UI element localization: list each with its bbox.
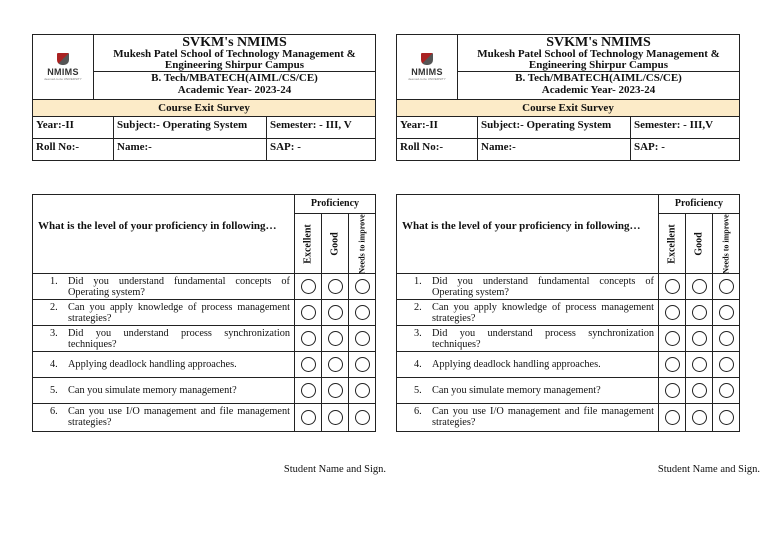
question-text: Applying deadlock handling approaches. [432,359,601,370]
radio-good[interactable] [692,331,707,346]
institution-block [458,35,739,99]
radio-excellent[interactable] [665,305,680,320]
academic-year: Academic Year- 2023-24 [541,84,656,96]
radio-excellent[interactable] [301,410,316,425]
subject-field: Subject:- Operating System [114,117,267,138]
student-sign-label: Student Name and Sign. [283,464,386,475]
question-row: 2. Can you apply knowledge of process management strategies? [33,300,375,326]
question-text: Did you understand process synchronization techniques? [68,328,290,350]
question-row: 4. Applying deadlock handling approaches. [397,352,739,378]
proficiency-table [396,194,740,432]
radio-needs-to-improve[interactable] [719,305,734,320]
radio-good[interactable] [692,410,707,425]
radio-excellent[interactable] [665,357,680,372]
radio-needs-to-improve[interactable] [355,305,370,320]
survey-form-right [396,34,760,475]
semester-field: Semester: - III,V [634,119,714,131]
survey-title: Course Exit Survey [397,99,739,116]
radio-good[interactable] [328,383,343,398]
question-row: 5. Can you simulate memory management? [33,378,375,404]
radio-excellent[interactable] [665,331,680,346]
radio-excellent[interactable] [665,410,680,425]
radio-good[interactable] [692,305,707,320]
school-line2: Engineering Shirpur Campus [164,59,305,71]
radio-good[interactable] [692,383,707,398]
question-text: Can you simulate memory management? [68,385,237,396]
radio-excellent[interactable] [301,279,316,294]
radio-good[interactable] [328,279,343,294]
question-row: 1. Did you understand fundamental concepts of Operating system? [33,274,375,300]
form-header [396,34,740,161]
question-text: Can you simulate memory management? [432,385,601,396]
subject-field: Subject:- Operating System [478,117,631,138]
question-text: Can you apply knowledge of process management strategies? [68,302,290,324]
radio-good[interactable] [328,331,343,346]
question-text: Did you understand process synchronization techniques? [432,328,654,350]
survey-form-left [32,34,386,475]
info-row-2 [397,138,739,160]
institution-block [94,35,375,99]
question-text: Can you use I/O management and file management strategies? [432,406,654,428]
sap-field[interactable]: SAP: - [270,141,301,153]
col-excellent: Excellent [302,223,314,264]
radio-needs-to-improve[interactable] [355,279,370,294]
radio-excellent[interactable] [665,383,680,398]
radio-needs-to-improve[interactable] [355,410,370,425]
radio-needs-to-improve[interactable] [719,357,734,372]
radio-excellent[interactable] [301,357,316,372]
col-good: Good [329,231,341,256]
col-excellent: Excellent [666,223,678,264]
question-row: 6. Can you use I/O management and file management strategies? [397,404,739,431]
form-header [32,34,376,161]
shield-icon [57,53,69,65]
radio-good[interactable] [328,357,343,372]
question-text: Did you understand fundamental concepts of Operating system? [432,276,654,298]
col-needs-to-improve: Needs to improve [357,214,367,273]
org-name: SVKM's NMIMS [182,35,287,50]
program: B. Tech/MBATECH(AIML/CS/CE) [94,71,375,84]
question-row: 2. Can you apply knowledge of process management strategies? [397,300,739,326]
year-field[interactable]: Year:-II [33,117,114,138]
radio-good[interactable] [328,410,343,425]
info-row-2 [33,138,375,160]
school-line1: Mukesh Patel School of Technology Management & [113,48,356,60]
shield-icon [421,53,433,65]
radio-needs-to-improve[interactable] [355,331,370,346]
col-needs-to-improve: Needs to improve [721,214,731,273]
radio-excellent[interactable] [301,305,316,320]
roll-no-field[interactable]: Roll No:- [397,139,478,160]
question-text: Applying deadlock handling approaches. [68,359,237,370]
question-text: Can you apply knowledge of process management strategies? [432,302,654,324]
name-field[interactable]: Name:- [478,139,631,160]
proficiency-title: Proficiency [295,195,375,214]
radio-needs-to-improve[interactable] [355,383,370,398]
student-sign-label: Student Name and Sign. [657,464,760,475]
proficiency-table [32,194,376,432]
question-row: 3. Did you understand process synchronization techniques? [33,326,375,352]
radio-needs-to-improve[interactable] [719,383,734,398]
question-header: What is the level of your proficiency in following… [33,195,295,273]
info-row-1 [397,116,739,138]
col-good: Good [693,231,705,256]
nmims-logo: NMIMS deemed-to-be UNIVERSITY [33,35,94,99]
question-row: 4. Applying deadlock handling approaches. [33,352,375,378]
school-line1: Mukesh Patel School of Technology Management & [477,48,720,60]
question-row: 1. Did you understand fundamental concepts of Operating system? [397,274,739,300]
sap-field[interactable]: SAP: - [634,141,665,153]
name-field[interactable]: Name:- [114,139,267,160]
question-text: Can you use I/O management and file management strategies? [68,406,290,428]
question-text: Did you understand fundamental concepts of Operating system? [68,276,290,298]
question-header: What is the level of your proficiency in following… [397,195,659,273]
question-row: 5. Can you simulate memory management? [397,378,739,404]
year-field[interactable]: Year:-II [397,117,478,138]
semester-field: Semester: - III, V [270,119,352,131]
program: B. Tech/MBATECH(AIML/CS/CE) [458,71,739,84]
radio-needs-to-improve[interactable] [719,331,734,346]
radio-good[interactable] [328,305,343,320]
roll-no-field[interactable]: Roll No:- [33,139,114,160]
org-name: SVKM's NMIMS [546,35,651,50]
radio-needs-to-improve[interactable] [719,279,734,294]
radio-good[interactable] [692,357,707,372]
question-row: 6. Can you use I/O management and file management strategies? [33,404,375,431]
academic-year: Academic Year- 2023-24 [177,84,292,96]
question-row: 3. Did you understand process synchronization techniques? [397,326,739,352]
nmims-logo: NMIMS deemed-to-be UNIVERSITY [397,35,458,99]
proficiency-title: Proficiency [659,195,739,214]
radio-needs-to-improve[interactable] [719,410,734,425]
school-line2: Engineering Shirpur Campus [528,59,669,71]
info-row-1 [33,116,375,138]
survey-title: Course Exit Survey [33,99,375,116]
radio-needs-to-improve[interactable] [355,357,370,372]
radio-excellent[interactable] [301,383,316,398]
radio-excellent[interactable] [665,279,680,294]
radio-excellent[interactable] [301,331,316,346]
radio-good[interactable] [692,279,707,294]
